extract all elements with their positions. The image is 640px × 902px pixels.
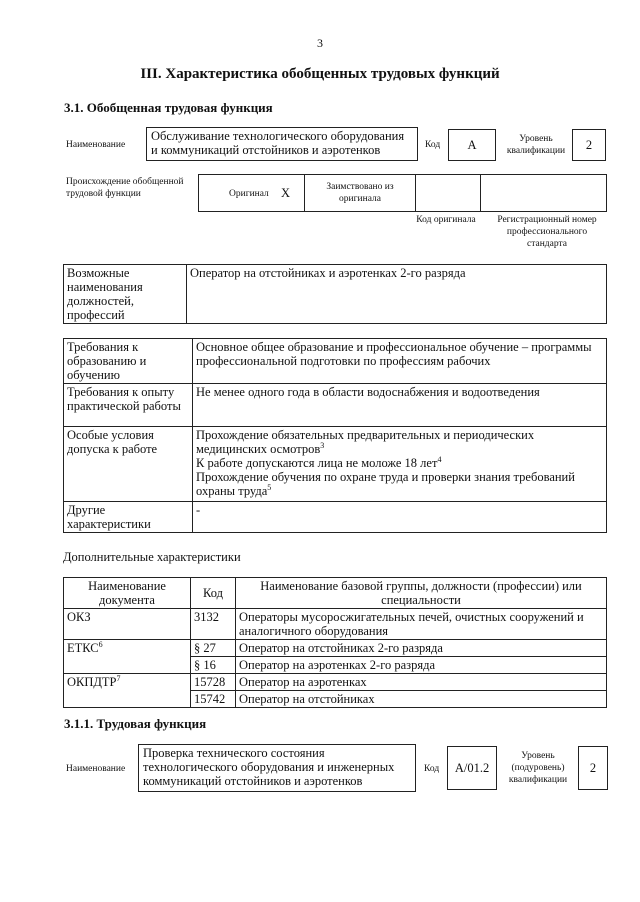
okpdtr-doc: ОКПДТР$^7$ (64, 674, 191, 708)
tf-code-label: Код (424, 764, 440, 774)
additional-table (63, 577, 607, 708)
header-code: Код (191, 578, 236, 609)
origin-code-caption: Код оригинала (416, 215, 476, 225)
gtf-code-value: А (448, 129, 496, 161)
gtf-name-label: Наименование (66, 140, 126, 150)
page-number: 3 (317, 36, 323, 50)
okpdtr-name-1: Оператор на аэротенках (236, 674, 607, 691)
tf-level-value: 2 (578, 746, 608, 790)
footnote-6: 6 (98, 639, 103, 649)
etks-code-2: § 16 (191, 657, 236, 674)
origin-reg-caption: Регистрационный номер профессионального стандарта (497, 215, 597, 249)
positions-label: Возможные наименования должностей, профессий (64, 265, 187, 324)
etks-code-1: § 27 (191, 640, 236, 657)
header-doc: Наименование документа (64, 578, 191, 609)
gtf-name-value: Обслуживание технологического оборудования и коммуникаций отстойников и аэротенков (146, 127, 418, 161)
subsection-title: 3.1. Обобщенная трудовая функция (64, 100, 273, 115)
footnote-4: 4 (437, 454, 442, 464)
footnote-7: 7 (116, 673, 121, 683)
other-value: - (193, 502, 607, 533)
origin-borrowed-label: Заимствовано из оригинала (326, 182, 394, 204)
tf-title: 3.1.1. Трудовая функция (64, 716, 207, 731)
origin-label: Происхождение обобщенной трудовой функции (66, 177, 184, 199)
gtf-level-value: 2 (572, 129, 606, 161)
education-label: Требования к образованию и обучению (64, 339, 193, 384)
gtf-level-label: Уровень квалификации (506, 134, 566, 156)
section-title: III. Характеристика обобщенных трудовых функций (140, 66, 500, 82)
other-label: Другие характеристики (64, 502, 193, 533)
header-name: Наименование базовой группы, должности (профессии) или специальности (236, 578, 607, 609)
okz-code: 3132 (191, 609, 236, 640)
experience-value: Не менее одного года в области водоснабжения и водоотведения (193, 384, 607, 427)
origin-table (198, 174, 607, 212)
tf-name-label: Наименование (66, 764, 126, 774)
okz-doc: ОКЗ (64, 609, 191, 640)
special-line1: Прохождение обязательных предварительных и периодических медицинских осмотров (196, 428, 535, 456)
okz-name: Операторы мусоросжигательных печей, очистных сооружений и аналогичного оборудования (236, 609, 607, 640)
okpdtr-name-2: Оператор на отстойниках (236, 691, 607, 708)
experience-label: Требования к опыту практической работы (64, 384, 193, 427)
okpdtr-code-2: 15742 (191, 691, 236, 708)
additional-title: Дополнительные характеристики (63, 550, 241, 564)
positions-table (63, 264, 607, 324)
tf-level-label: Уровень (подуровень) квалификации (508, 751, 568, 785)
positions-value: Оператор на отстойниках и аэротенках 2-го разряда (187, 265, 607, 324)
special-label: Особые условия допуска к работе (64, 427, 193, 502)
special-value (193, 427, 607, 502)
gtf-code-label: Код (425, 140, 441, 150)
special-line2: К работе допускаются лица не моложе 18 лет (196, 456, 438, 470)
origin-original-label: Оригинал (229, 189, 269, 199)
tf-code-value: А/01.2 (447, 746, 497, 790)
education-value: Основное общее образование и профессиональное обучение – программы профессиональной подготовки по профессиям рабочих (193, 339, 607, 384)
etks-name-2: Оператор на аэротенках 2-го разряда (236, 657, 607, 674)
okpdtr-code-1: 15728 (191, 674, 236, 691)
footnote-3: 3 (320, 440, 325, 450)
footnote-5: 5 (267, 482, 272, 492)
special-line3: Прохождение обучения по охране труда и проверки знания требований охраны труда (196, 470, 575, 498)
etks-name-1: Оператор на отстойниках 2-го разряда (236, 640, 607, 657)
requirements-table (63, 338, 607, 533)
etks-doc: ЕТКС$^6$ (64, 640, 191, 674)
tf-name-value: Проверка технического состояния технологического оборудования и инженерных коммуникаций отстойников и аэротенков (138, 744, 416, 792)
origin-original-mark: Х (281, 186, 291, 200)
